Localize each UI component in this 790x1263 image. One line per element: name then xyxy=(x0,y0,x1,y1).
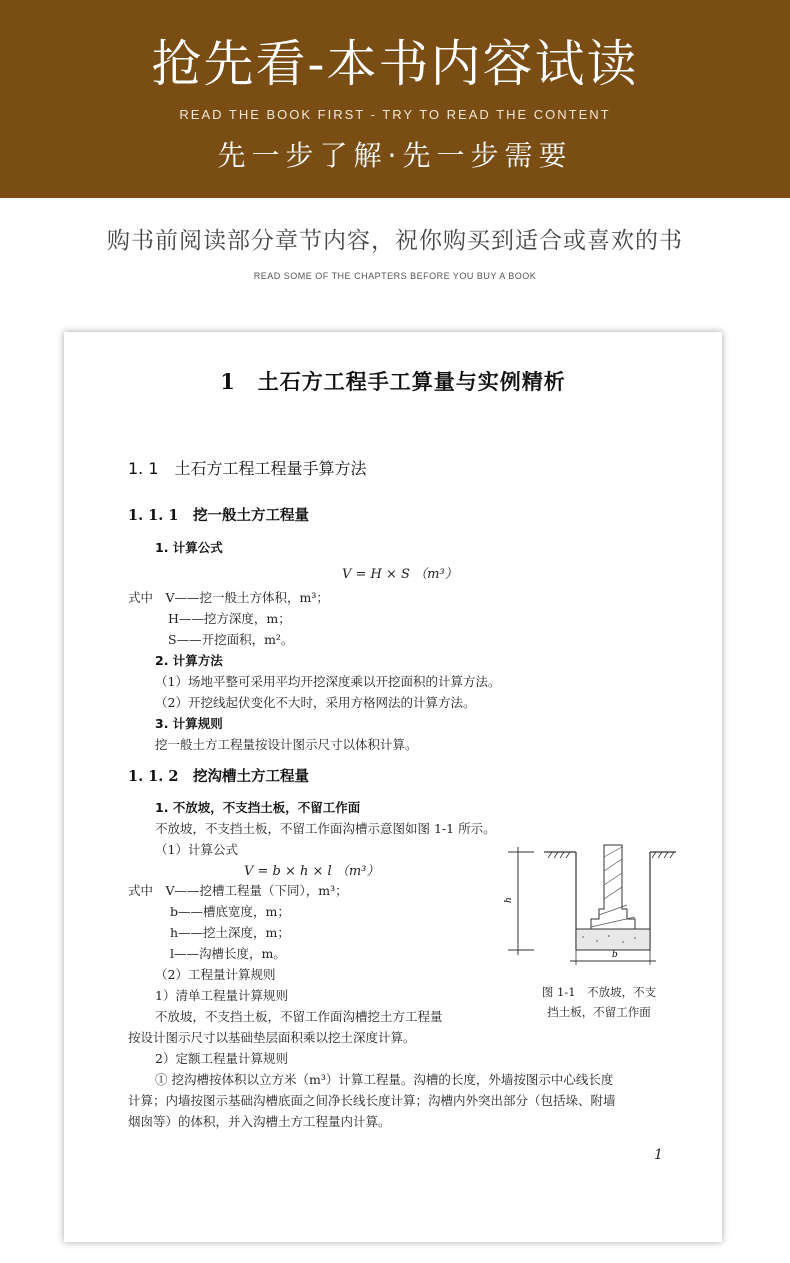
foundation-outline xyxy=(591,845,635,929)
paragraph: 计算；内墙按图示基础沟槽底面之间净长线长度计算；沟槽内外突出部分（包括垛、附墙 xyxy=(128,1093,616,1108)
intro-text: 购书前阅读部分章节内容，祝你购买到适合或喜欢的书 xyxy=(107,228,683,254)
subheading-calc-formula: （1）计算公式 xyxy=(155,842,238,857)
where-line: b——槽底宽度，m； xyxy=(170,904,290,919)
section-heading-1-1-2: 1. 1. 2 挖沟槽土方工程量 xyxy=(128,768,309,785)
figure-caption-line1: 图 1-1 不放坡，不支 xyxy=(541,985,657,999)
trench-diagram xyxy=(504,837,684,972)
banner-subtitle: READ THE BOOK FIRST - TRY TO READ THE CONTENT xyxy=(179,107,611,122)
where-line: H——挖方深度，m； xyxy=(168,611,291,626)
book-page-preview xyxy=(64,332,722,1242)
paragraph: 烟囱等）的体积，并入沟槽土方工程量内计算。 xyxy=(128,1114,391,1129)
subheading-rule: 3. 计算规则 xyxy=(155,716,223,731)
where-line: h——挖土深度，m； xyxy=(170,925,290,940)
section-heading-1-1: 1. 1 土石方工程工程量手算方法 xyxy=(128,459,367,478)
paragraph: 不放坡，不支挡土板，不留工作面沟槽挖土方工程量 xyxy=(155,1009,443,1024)
header-banner xyxy=(0,0,790,198)
subheading-formula: 1. 计算公式 xyxy=(155,540,223,555)
formula-trench: V = b × h × l （m³） xyxy=(244,864,380,879)
page-number: 1 xyxy=(654,1147,663,1163)
formula-volume: V = H × S （m³） xyxy=(342,567,458,582)
where-line: l——沟槽长度，m。 xyxy=(170,946,286,961)
fig-label-b: b xyxy=(612,950,618,960)
subheading-noslope: 1. 不放坡，不支挡土板，不留工作面 xyxy=(155,800,361,815)
banner-slogan: 先一步了解·先一步需要 xyxy=(217,139,573,172)
where-line: 式中 V——挖槽工程量（下同），m³； xyxy=(128,883,348,898)
subheading-method: 2. 计算方法 xyxy=(155,653,223,668)
figure-caption-line2: 挡土板，不留工作面 xyxy=(547,1005,651,1019)
paragraph: 按设计图示尺寸以基础垫层面积乘以挖土深度计算。 xyxy=(128,1030,416,1045)
intro-text-en: READ SOME OF THE CHAPTERS BEFORE YOU BUY A BOOK xyxy=(253,271,537,281)
subheading-qd-rule: 1）清单工程量计算规则 xyxy=(155,988,288,1003)
subheading-rules: （2）工程量计算规则 xyxy=(155,967,276,982)
rule-text: 挖一般土方工程量按设计图示尺寸以体积计算。 xyxy=(155,737,418,752)
where-line: 式中 V——挖一般土方体积，m³； xyxy=(128,590,329,605)
fig-label-h: h xyxy=(504,897,514,903)
banner-title: 抢先看-本书内容试读 xyxy=(151,35,639,93)
method-item: （2）开挖线起伏变化不大时，采用方格网法的计算方法。 xyxy=(155,695,476,710)
section-heading-1-1-1: 1. 1. 1 挖一般土方工程量 xyxy=(128,507,309,524)
where-line: S——开挖面积，m²。 xyxy=(168,632,294,647)
method-item: （1）场地平整可采用平均开挖深度乘以开挖面积的计算方法。 xyxy=(155,674,501,689)
chapter-title: 1 土石方工程手工算量与实例精析 xyxy=(220,369,566,394)
subheading-de-rule: 2）定额工程量计算规则 xyxy=(155,1051,288,1066)
foundation-cushion xyxy=(576,929,650,950)
paragraph: 不放坡，不支挡土板，不留工作面沟槽示意图如图 1-1 所示。 xyxy=(155,821,496,836)
paragraph: ① 挖沟槽按体积以立方米（m³）计算工程量。沟槽的长度，外墙按图示中心线长度 xyxy=(155,1072,614,1087)
